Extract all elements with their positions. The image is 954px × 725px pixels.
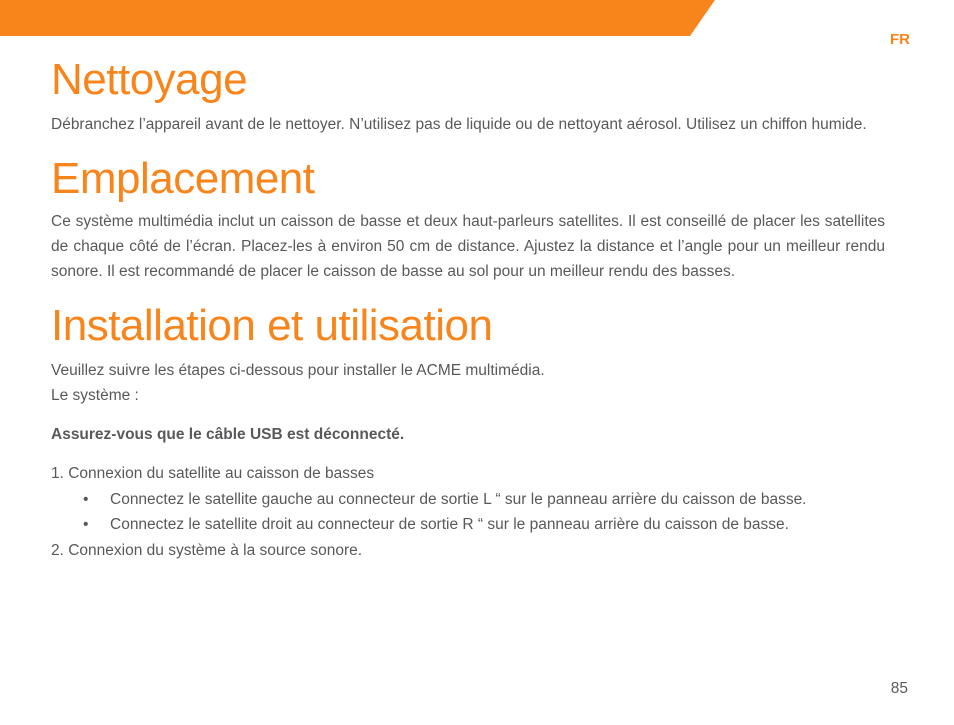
bullet-text: Connectez le satellite droit au connecteur de sortie R “ sur le panneau arrière du caisson de basse. [110, 516, 789, 533]
step-1: 1. Connexion du satellite au caisson de basses [51, 465, 375, 482]
placement-heading: Emplacement [51, 154, 315, 203]
cleaning-heading: Nettoyage [51, 55, 248, 104]
placement-text: Ce système multimédia inclut un caisson de basse et deux haut-parleurs satellites. Il est conseillé de placer les satellites de chaque côté de l’écran. Placez-les à environ 50 cm de distance. Ajustez la distance et l’angle pour un meilleur rendu sonore. Il est recommandé de placer le caisson de basse au sol pour un meilleur rendu des basses. [51, 213, 885, 280]
usb-warning: Assurez-vous que le câble USB est déconnecté. [51, 426, 405, 443]
cleaning-text: Débranchez l’appareil avant de le nettoyer. N’utilisez pas de liquide ou de nettoyant aérosol. Utilisez un chiffon humide. [51, 116, 867, 133]
installation-intro: Veuillez suivre les étapes ci-dessous pour installer le ACME multimédia. [51, 362, 545, 379]
step-2: 2. Connexion du système à la source sonore. [51, 542, 363, 559]
installation-heading: Installation et utilisation [51, 301, 493, 350]
language-label: FR [890, 31, 910, 48]
installation-system-label: Le système : [51, 387, 139, 404]
bullet-icon: • [83, 516, 89, 533]
page-number: 85 [890, 680, 908, 697]
step-1-bullets [51, 488, 885, 536]
bullet-item [51, 488, 885, 511]
bullet-text: Connectez le satellite gauche au connecteur de sortie L “ sur le panneau arrière du caisson de basse. [110, 491, 807, 508]
bullet-item [51, 513, 885, 536]
bullet-icon: • [83, 491, 89, 508]
page-content [51, 52, 885, 563]
header-accent-band [0, 0, 954, 36]
